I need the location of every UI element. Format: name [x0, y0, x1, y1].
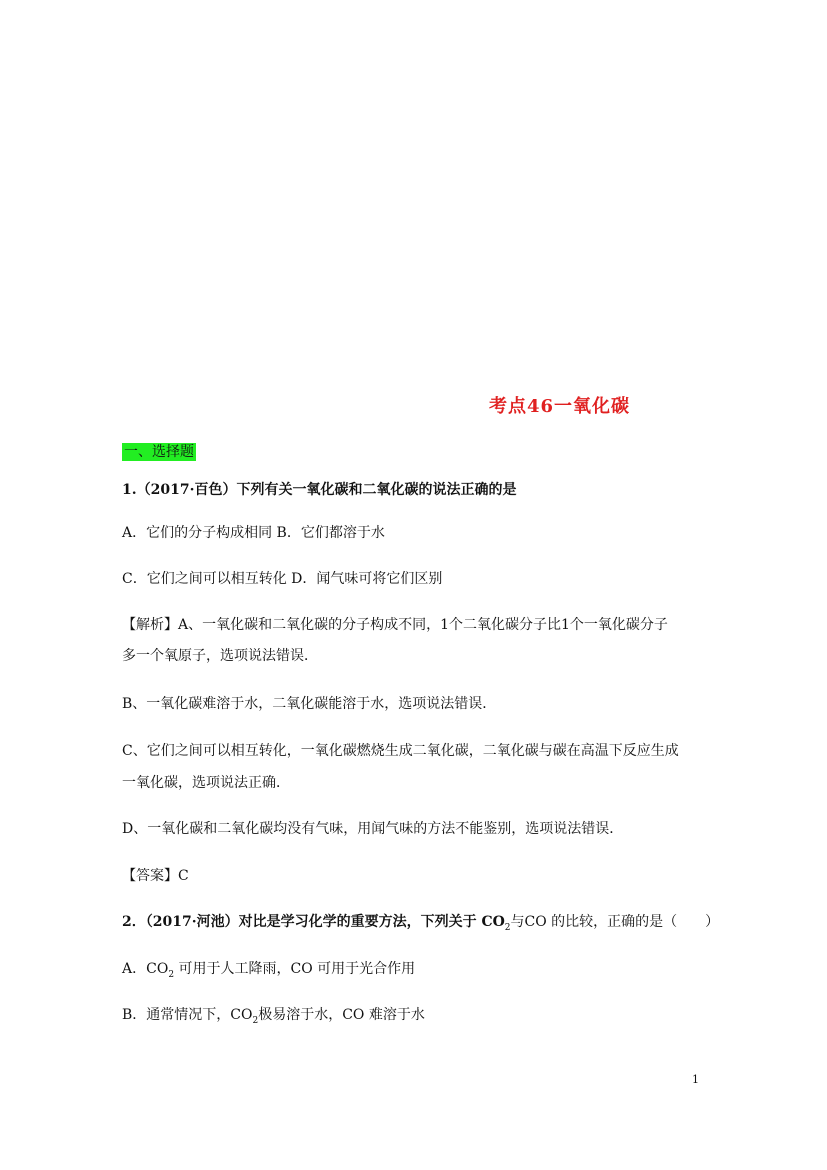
question-2-stem-text: 2．（2017·河池）对比是学习化学的重要方法，下列关于 CO: [122, 914, 505, 930]
option-b-prefix: B．通常情况下，CO: [122, 1007, 253, 1023]
option-a-text: 可用于人工降雨，CO 可用于光合作用: [174, 961, 416, 977]
question-1-analysis-a-line1: 【解析】A、一氧化碳和二氧化碳的分子构成不同，1个二氧化碳分子比1个一氧化碳分子: [122, 617, 668, 633]
subscript: 2: [252, 1015, 259, 1026]
section-heading: 一、选择题: [124, 444, 194, 460]
question-2-stem-text-end: 与CO 的比较，正确的是（ ）: [510, 914, 720, 930]
page-number: 1: [692, 1073, 699, 1086]
question-2-option-b: [122, 1005, 425, 1031]
page-title: 考点46一氧化碳: [489, 396, 631, 417]
question-1-stem: 1.（2017·百色）下列有关一氧化碳和二氧化碳的说法正确的是: [122, 482, 517, 498]
question-1-options-ab: A．它们的分子构成相同 B．它们都溶于水: [122, 525, 385, 541]
subscript: 2: [168, 969, 175, 980]
question-1-analysis-c-line1: C、它们之间可以相互转化，一氧化碳燃烧生成二氧化碳，二氧化碳与碳在高温下反应生成: [122, 743, 679, 759]
option-b-text: 极易溶于水，CO 难溶于水: [258, 1007, 425, 1023]
question-2-stem: [122, 912, 719, 938]
question-1-analysis-b: B、一氧化碳难溶于水，二氧化碳能溶于水，选项说法错误．: [122, 696, 497, 712]
question-2-option-a: [122, 959, 415, 985]
option-a-prefix: A．CO: [122, 961, 169, 977]
question-1-answer: 【答案】C: [122, 868, 189, 884]
question-1-analysis-c-line2: 一氧化碳，选项说法正确．: [122, 775, 290, 791]
question-1-options-cd: C．它们之间可以相互转化 D．闻气味可将它们区别: [122, 571, 443, 587]
subscript: 2: [504, 922, 511, 933]
question-1-analysis-d: D、一氧化碳和二氧化碳均没有气味，用闻气味的方法不能鉴别，选项说法错误．: [122, 821, 624, 837]
question-1-analysis-a-line2: 多一个氧原子，选项说法错误．: [122, 648, 318, 664]
